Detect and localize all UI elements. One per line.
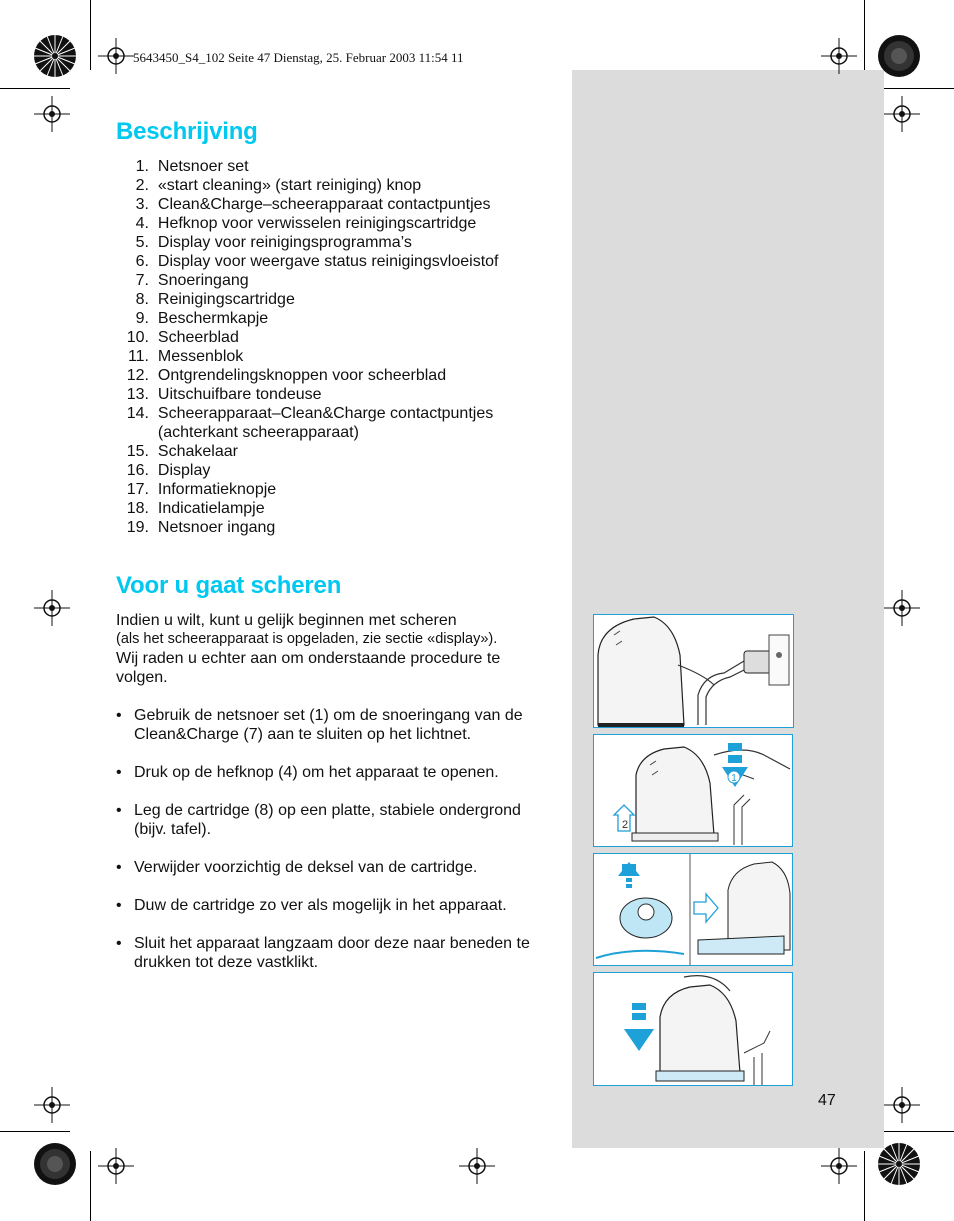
print-header: 5643450_S4_102 Seite 47 Dienstag, 25. Februar 2003 11:54 11 bbox=[133, 50, 464, 65]
list-item: 15. Schakelaar bbox=[126, 443, 238, 460]
crop-line bbox=[90, 0, 91, 70]
crosshair-icon bbox=[821, 1148, 857, 1184]
crop-line bbox=[0, 88, 70, 89]
bullet-icon: • bbox=[116, 859, 122, 876]
crosshair-icon bbox=[34, 590, 70, 626]
figure-label-1: 1 bbox=[731, 773, 737, 784]
intro-paragraph bbox=[116, 611, 556, 687]
crosshair-icon bbox=[884, 590, 920, 626]
illustration-open-device bbox=[593, 734, 793, 847]
bullet-icon: • bbox=[116, 802, 122, 819]
list-item: 9. Beschermkapje bbox=[135, 310, 269, 327]
bullet-icon: • bbox=[116, 935, 122, 952]
list-item: 4. Hefknop voor verwisselen reinigingscartridge bbox=[135, 215, 477, 232]
illustration-close-device bbox=[593, 972, 793, 1086]
list-item-continuation: (achterkant scheerapparaat) bbox=[157, 424, 359, 441]
crosshair-icon bbox=[821, 38, 857, 74]
illustration-plug-in bbox=[593, 614, 794, 728]
step-item: • Sluit het apparaat langzaam door deze naar beneden te drukken tot deze vastklikt. bbox=[116, 935, 530, 971]
list-item: 11. Messenblok bbox=[127, 348, 244, 365]
crop-line bbox=[90, 1151, 91, 1221]
parts-list bbox=[116, 157, 556, 537]
steps-list bbox=[116, 706, 556, 991]
intro-line-1: Indien u wilt, kunt u gelijk beginnen met scheren bbox=[116, 612, 457, 629]
crosshair-icon bbox=[884, 96, 920, 132]
list-item: 19. Netsnoer ingang bbox=[126, 519, 276, 536]
list-item: 7. Snoeringang bbox=[135, 272, 249, 289]
crop-line bbox=[884, 88, 954, 89]
bullet-icon: • bbox=[116, 897, 122, 914]
step-item: • Gebruik de netsnoer set (1) om de snoeringang van de Clean&Charge (7) aan te sluiten op het lichtnet. bbox=[116, 707, 523, 743]
list-item: 2. «start cleaning» (start reiniging) knop bbox=[135, 177, 422, 194]
list-item: 17. Informatieknopje bbox=[126, 481, 277, 498]
list-item: 8. Reinigingscartridge bbox=[135, 291, 295, 308]
step-item: • Leg de cartridge (8) op een platte, stabiele ondergrond (bijv. tafel). bbox=[116, 802, 521, 838]
crosshair-icon bbox=[34, 1087, 70, 1123]
step-item: • Verwijder voorzichtig de deksel van de cartridge. bbox=[116, 859, 478, 876]
registration-target-icon bbox=[877, 34, 921, 78]
list-item: 1. Netsnoer set bbox=[135, 158, 249, 175]
registration-target-icon bbox=[33, 34, 77, 78]
registration-target-icon bbox=[33, 1142, 77, 1186]
step-item: • Duw de cartridge zo ver als mogelijk in het apparaat. bbox=[116, 897, 507, 914]
list-item: 18. Indicatielampje bbox=[126, 500, 265, 517]
bullet-icon: • bbox=[116, 764, 122, 781]
illustration-insert-cartridge bbox=[593, 853, 793, 966]
list-item: 12. Ontgrendelingsknoppen voor scheerblad bbox=[126, 367, 447, 384]
list-item: 14. Scheerapparaat–Clean&Charge contactpuntjes bbox=[126, 405, 494, 422]
crop-line bbox=[0, 1131, 70, 1132]
page-number: 47 bbox=[818, 1092, 836, 1109]
list-item: 6. Display voor weergave status reinigingsvloeistof bbox=[135, 253, 499, 270]
list-item: 5. Display voor reinigingsprogramma’s bbox=[135, 234, 412, 251]
section-title-description: Beschrijving bbox=[116, 118, 258, 145]
crosshair-icon bbox=[34, 96, 70, 132]
crosshair-icon bbox=[98, 1148, 134, 1184]
intro-line-3: Wij raden u echter aan om onderstaande procedure te volgen. bbox=[116, 650, 501, 686]
list-item: 10. Scheerblad bbox=[126, 329, 239, 346]
figure-label-2: 2 bbox=[621, 819, 629, 831]
crop-line bbox=[864, 1151, 865, 1221]
crosshair-icon bbox=[98, 38, 134, 74]
crosshair-icon bbox=[459, 1148, 495, 1184]
crosshair-icon bbox=[884, 1087, 920, 1123]
crop-line bbox=[884, 1131, 954, 1132]
list-item: 16. Display bbox=[126, 462, 211, 479]
list-item: 3. Clean&Charge–scheerapparaat contactpuntjes bbox=[135, 196, 491, 213]
registration-target-icon bbox=[877, 1142, 921, 1186]
list-item: 13. Uitschuifbare tondeuse bbox=[126, 386, 322, 403]
crop-line bbox=[864, 0, 865, 70]
bullet-icon: • bbox=[116, 707, 122, 724]
intro-line-2: (als het scheerapparaat is opgeladen, zie sectie «display»). bbox=[116, 631, 498, 647]
step-item: • Druk op de hefknop (4) om het apparaat te openen. bbox=[116, 764, 499, 781]
section-title-before-shaving: Voor u gaat scheren bbox=[116, 572, 342, 599]
